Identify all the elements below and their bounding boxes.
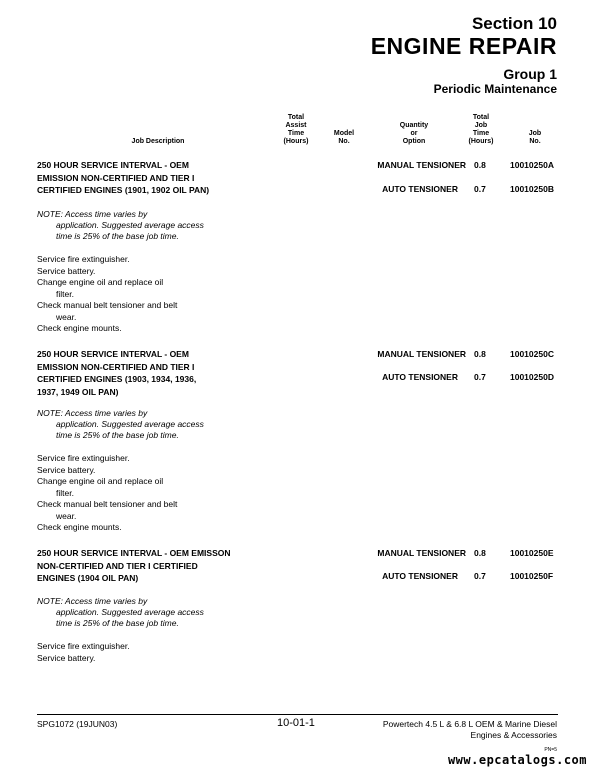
col-total-assist-time: Total Assist Time (Hours) [283,114,309,145]
group-label: Group 1 [503,66,557,82]
access-time-note [37,408,204,441]
col-job-no: Job No. [528,130,542,145]
note-line: NOTE: Access time varies by [37,596,148,606]
option-label: AUTO TENSIONER [382,372,458,382]
step-line: Change engine oil and replace oil [37,277,164,287]
col-job-description: Job Description [131,138,185,145]
job-title-line: EMISSION NON-CERTIFIED AND TIER I [37,172,195,183]
page-title: ENGINE REPAIR [370,33,557,59]
col-total-job-time: Total Job Time (Hours) [468,114,494,145]
job-title [37,159,277,197]
step-line: Service battery. [37,265,96,276]
job-time: 0.7 [474,372,486,382]
job-number: 10010250F [510,571,554,581]
page-number: 10-01-1 [277,717,315,729]
product-line: Engines & Accessories [470,730,557,740]
step-line: filter. [56,487,74,498]
footer-divider [37,714,558,715]
job-title-line: 250 HOUR SERVICE INTERVAL - OEM EMISSON [37,548,231,558]
step-line: Check engine mounts. [37,522,122,532]
job-time: 0.7 [474,571,486,581]
product-title [383,719,557,741]
access-time-note [37,209,204,242]
document-id: SPG1072 (19JUN03) [37,719,118,729]
option-label: MANUAL TENSIONER [377,349,466,359]
col-quantity-or-option: Quantity or Option [399,122,429,145]
watermark-url: www.epcatalogs.com [447,753,587,767]
product-line: Powertech 4.5 L & 6.8 L OEM & Marine Diesel [382,719,557,729]
step-line: Change engine oil and replace oil [37,476,164,486]
job-time: 0.8 [474,160,486,170]
job-title-line: 250 HOUR SERVICE INTERVAL - OEM [37,349,189,359]
job-title-line: NON-CERTIFIED AND TIER I CERTIFIED [37,560,198,571]
service-steps [37,641,130,664]
step-line: Service fire extinguisher. [37,453,130,463]
step-line: Service fire extinguisher. [37,254,130,264]
job-title-line: EMISSION NON-CERTIFIED AND TIER I [37,361,195,372]
job-title-line: 250 HOUR SERVICE INTERVAL - OEM [37,160,189,170]
option-label: MANUAL TENSIONER [377,548,466,558]
note-line: application. Suggested average access [56,607,204,617]
job-title [37,348,277,398]
job-time: 0.8 [474,349,486,359]
service-steps [37,453,177,534]
job-title-line: ENGINES (1904 OIL PAN) [37,573,139,583]
job-number: 10010250E [510,548,554,558]
page-subtitle: Periodic Maintenance [433,82,557,96]
step-line: Check manual belt tensioner and belt [37,499,178,509]
note-line: NOTE: Access time varies by [37,408,148,418]
access-time-note [37,596,204,629]
job-title-line: CERTIFIED ENGINES (1903, 1934, 1936, [37,374,197,384]
note-line: time is 25% of the base job time. [56,430,179,440]
step-line: Check manual belt tensioner and belt [37,300,178,310]
service-steps [37,254,177,335]
step-line: Service fire extinguisher. [37,641,130,651]
step-line: Service battery. [37,464,96,475]
job-number: 10010250D [510,372,554,382]
note-line: NOTE: Access time varies by [37,209,148,219]
step-line: Check engine mounts. [37,323,122,333]
job-title [37,547,297,585]
step-line: filter. [56,288,74,299]
option-label: AUTO TENSIONER [382,571,458,581]
job-number: 10010250A [510,160,554,170]
option-label: MANUAL TENSIONER [377,160,466,170]
option-label: AUTO TENSIONER [382,184,458,194]
note-line: application. Suggested average access [56,419,204,429]
step-line: Service battery. [37,652,96,663]
step-line: wear. [56,510,77,521]
job-time: 0.7 [474,184,486,194]
step-line: wear. [56,311,77,322]
col-model-no: Model No. [333,130,355,145]
section-label: Section 10 [471,14,557,33]
job-time: 0.8 [474,548,486,558]
note-line: time is 25% of the base job time. [56,618,179,628]
job-title-line: CERTIFIED ENGINES (1901, 1902 OIL PAN) [37,185,210,195]
note-line: time is 25% of the base job time. [56,231,179,241]
job-title-line: 1937, 1949 OIL PAN) [37,386,119,397]
note-line: application. Suggested average access [56,220,204,230]
pn-marker: PN=5 [544,747,557,753]
job-number: 10010250C [510,349,554,359]
job-number: 10010250B [510,184,554,194]
